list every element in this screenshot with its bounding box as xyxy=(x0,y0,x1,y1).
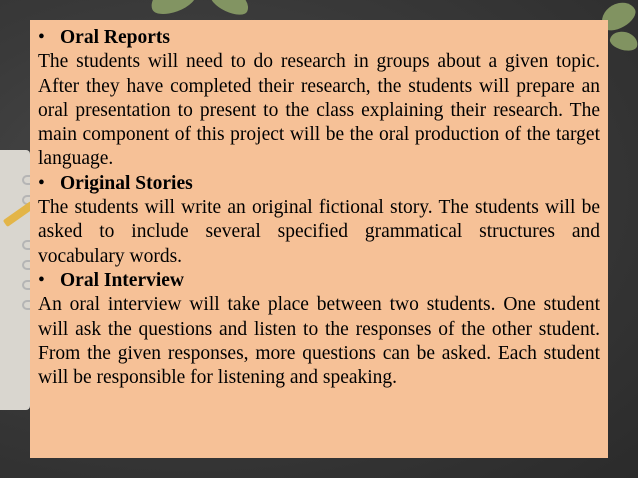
section-oral-interview xyxy=(38,269,600,390)
section-heading xyxy=(38,26,600,50)
bullet-icon: • xyxy=(38,172,45,194)
section-original-stories xyxy=(38,172,600,269)
bullet-icon: • xyxy=(38,269,45,291)
plant-leaf-decoration xyxy=(608,29,638,54)
heading-text: Oral Reports xyxy=(60,27,170,48)
section-oral-reports xyxy=(38,26,600,172)
section-body: An oral interview will take place between two students. One student will ask the questions and listen to the responses of the other student. From the given responses, more questions can be asked. Each student will be responsible for listening and speaking. xyxy=(38,294,600,389)
section-body: The students will need to do research in groups about a given topic. After they have completed their research, the students will prepare an oral presentation to present to the class explaining their research. The main component of this project will be the oral production of the target language. xyxy=(38,51,600,170)
slide-text-panel xyxy=(30,20,608,458)
section-heading xyxy=(38,269,600,293)
section-heading xyxy=(38,172,600,196)
heading-text: Oral Interview xyxy=(60,269,185,291)
plant-leaf-decoration xyxy=(147,0,199,19)
section-body: The students will write an original fictional story. The students will be asked to include several specified grammatical structures and vocabulary words. xyxy=(38,197,600,267)
bullet-icon: • xyxy=(38,27,45,48)
heading-text: Original Stories xyxy=(60,172,193,194)
plant-leaf-decoration xyxy=(207,0,253,19)
